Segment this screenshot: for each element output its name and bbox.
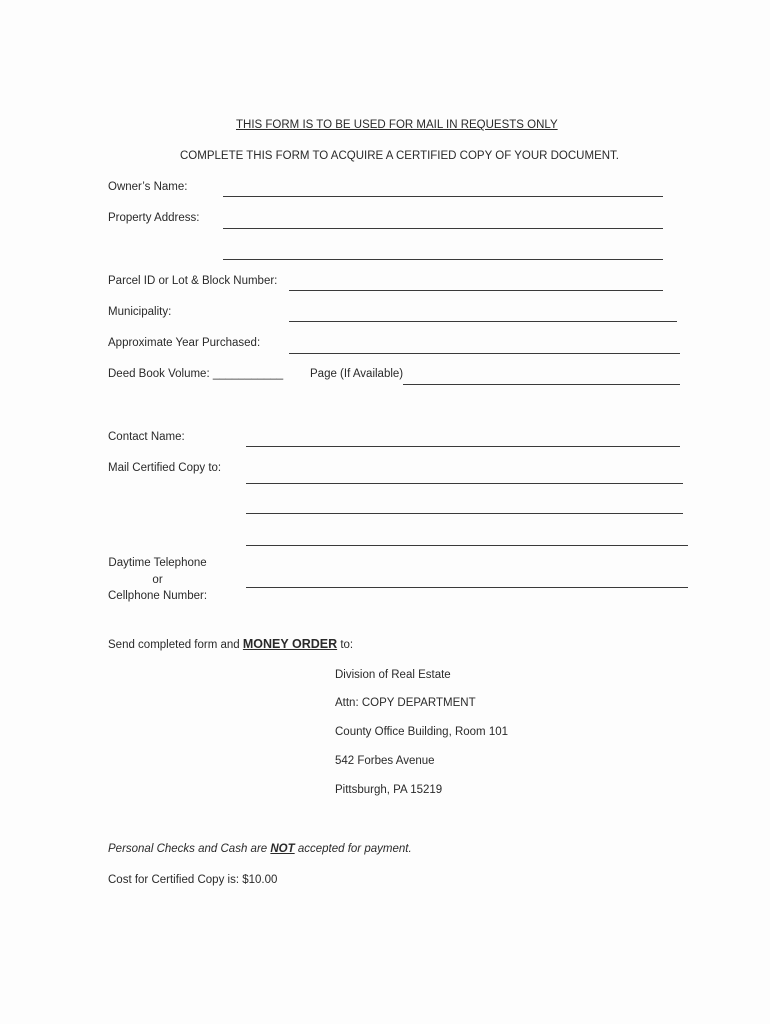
mail-copy-field-2[interactable] [246, 513, 683, 514]
parcel-label: Parcel ID or Lot & Block Number: [108, 275, 278, 287]
money-order-emphasis: MONEY ORDER [242, 637, 338, 651]
address-line-4: 542 Forbes Avenue [335, 755, 435, 767]
page-field[interactable] [403, 384, 680, 385]
address-line-1: Division of Real Estate [335, 669, 451, 681]
cost-text: Cost for Certified Copy is: $10.00 [108, 874, 278, 886]
property-address-label: Property Address: [108, 212, 200, 224]
phone-label-line-2: or [152, 573, 163, 586]
not-emphasis: NOT [270, 843, 295, 855]
year-purchased-field[interactable] [289, 353, 680, 354]
page-label: Page (If Available) [310, 368, 404, 380]
payment-note-suffix: accepted for payment. [294, 843, 412, 855]
property-address-field-1[interactable] [223, 228, 663, 229]
payment-note [108, 843, 412, 855]
address-line-5: Pittsburgh, PA 15219 [335, 784, 443, 796]
phone-label-line-3: Cellphone Number: [108, 590, 208, 602]
mail-copy-field-3[interactable] [246, 545, 688, 546]
year-purchased-label: Approximate Year Purchased: [108, 337, 261, 349]
address-line-2: Attn: COPY DEPARTMENT [335, 697, 476, 709]
phone-label-line-1: Daytime Telephone [108, 557, 207, 569]
send-prefix: Send completed form and [108, 639, 243, 651]
owner-name-label: Owner’s Name: [108, 181, 188, 193]
contact-name-label: Contact Name: [108, 431, 185, 443]
deed-book-label: Deed Book Volume: ___________ [108, 368, 284, 380]
phone-field[interactable] [246, 587, 688, 588]
property-address-field-2[interactable] [223, 259, 663, 260]
send-instructions [108, 637, 353, 651]
phone-label [108, 555, 207, 605]
mail-copy-label: Mail Certified Copy to: [108, 462, 222, 474]
address-line-3: County Office Building, Room 101 [335, 726, 509, 738]
municipality-field[interactable] [289, 321, 677, 322]
contact-name-field[interactable] [246, 446, 680, 447]
parcel-field[interactable] [289, 290, 663, 291]
send-suffix: to: [337, 639, 354, 651]
owner-name-field[interactable] [223, 196, 663, 197]
municipality-label: Municipality: [108, 306, 172, 318]
form-title: THIS FORM IS TO BE USED FOR MAIL IN REQUESTS ONLY [236, 119, 558, 131]
form-subtitle: COMPLETE THIS FORM TO ACQUIRE A CERTIFIED COPY OF YOUR DOCUMENT. [180, 150, 619, 162]
payment-note-prefix: Personal Checks and Cash are [108, 843, 271, 855]
mail-copy-field-1[interactable] [246, 483, 683, 484]
